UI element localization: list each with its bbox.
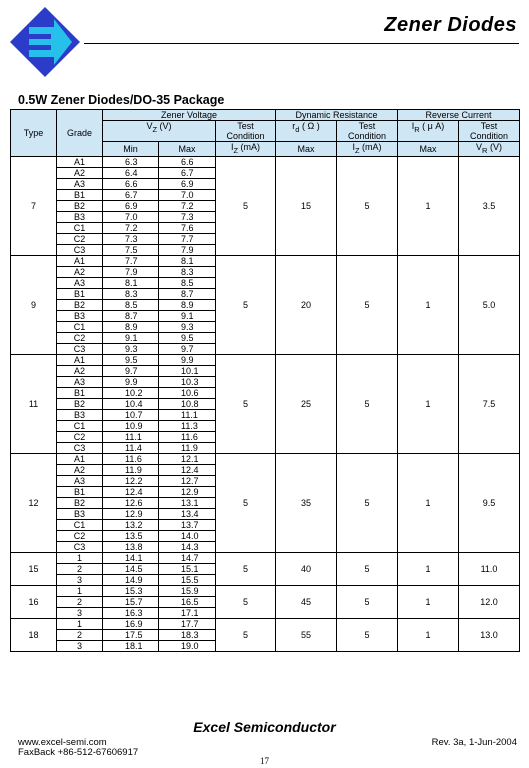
cell-iz-test: 5 xyxy=(216,255,276,354)
col-header-reverse-current: Reverse Current xyxy=(398,110,520,121)
cell-grade: A2 xyxy=(57,464,103,475)
cell-grade: C1 xyxy=(57,222,103,233)
cell-rd-max: 55 xyxy=(276,618,337,651)
cell-iz-test-2: 5 xyxy=(337,255,398,354)
cell-vz-min: 15.3 xyxy=(103,585,159,596)
cell-grade: B2 xyxy=(57,497,103,508)
cell-ir-max: 1 xyxy=(398,156,459,255)
cell-vz-max: 8.5 xyxy=(159,277,216,288)
cell-vr-test: 5.0 xyxy=(459,255,520,354)
footer-fax: FaxBack +86-512-67606917 xyxy=(18,747,139,758)
cell-vz-min: 11.9 xyxy=(103,464,159,475)
cell-grade: C1 xyxy=(57,321,103,332)
cell-vz-max: 15.5 xyxy=(159,574,216,585)
cell-vz-min: 17.5 xyxy=(103,629,159,640)
cell-grade: B2 xyxy=(57,299,103,310)
sub-header-max-rd: Max xyxy=(276,142,337,157)
col-header-type: Type xyxy=(11,110,57,157)
cell-iz-test: 5 xyxy=(216,585,276,618)
cell-grade: C2 xyxy=(57,530,103,541)
sub-header-vr: $V_R$ (V) xyxy=(459,142,520,157)
cell-iz-test: 5 xyxy=(216,453,276,552)
header-title: Zener Diodes xyxy=(384,14,517,36)
cell-vz-min: 9.1 xyxy=(103,332,159,343)
cell-vz-min: 8.1 xyxy=(103,277,159,288)
cell-vz-max: 13.4 xyxy=(159,508,216,519)
cell-vz-min: 11.6 xyxy=(103,453,159,464)
cell-vz-max: 18.3 xyxy=(159,629,216,640)
cell-vz-max: 10.3 xyxy=(159,376,216,387)
cell-rd-max: 35 xyxy=(276,453,337,552)
cell-grade: B1 xyxy=(57,387,103,398)
cell-vz-min: 15.7 xyxy=(103,596,159,607)
cell-vz-min: 14.1 xyxy=(103,552,159,563)
cell-vz-min: 18.1 xyxy=(103,640,159,651)
cell-vz-max: 12.4 xyxy=(159,464,216,475)
cell-type: 9 xyxy=(11,255,57,354)
cell-ir-max: 1 xyxy=(398,453,459,552)
cell-grade: 1 xyxy=(57,618,103,629)
cell-vz-max: 9.7 xyxy=(159,343,216,354)
zener-spec-table xyxy=(10,109,520,652)
cell-grade: B1 xyxy=(57,288,103,299)
cell-iz-test-2: 5 xyxy=(337,156,398,255)
cell-grade: A1 xyxy=(57,255,103,266)
col-header-rd: $r_d$ ( Ω ) xyxy=(276,121,337,142)
table-row xyxy=(11,453,520,464)
company-logo xyxy=(8,5,82,79)
cell-vz-min: 14.9 xyxy=(103,574,159,585)
cell-grade: 3 xyxy=(57,640,103,651)
sub-header-iz-1: $I_Z$ (mA) xyxy=(216,142,276,157)
cell-grade: B3 xyxy=(57,508,103,519)
cell-vz-min: 9.7 xyxy=(103,365,159,376)
sub-header-iz-2: $I_Z$ (mA) xyxy=(337,142,398,157)
header-rule xyxy=(84,43,519,44)
cell-vz-min: 9.9 xyxy=(103,376,159,387)
cell-vz-min: 9.5 xyxy=(103,354,159,365)
cell-vz-min: 6.9 xyxy=(103,200,159,211)
cell-vr-test: 3.5 xyxy=(459,156,520,255)
cell-vz-min: 7.0 xyxy=(103,211,159,222)
cell-type: 16 xyxy=(11,585,57,618)
cell-type: 12 xyxy=(11,453,57,552)
cell-grade: A1 xyxy=(57,453,103,464)
cell-vz-max: 9.1 xyxy=(159,310,216,321)
cell-vz-max: 8.3 xyxy=(159,266,216,277)
table-row xyxy=(11,552,520,563)
cell-grade: A1 xyxy=(57,354,103,365)
cell-vz-max: 11.3 xyxy=(159,420,216,431)
cell-rd-max: 40 xyxy=(276,552,337,585)
footer-revision: Rev. 3a, 1-Jun-2004 xyxy=(431,737,517,748)
cell-type: 18 xyxy=(11,618,57,651)
col-header-grade: Grade xyxy=(57,110,103,157)
cell-vz-min: 12.2 xyxy=(103,475,159,486)
col-header-test-condition-1: Test Condition xyxy=(216,121,276,142)
cell-vz-max: 10.6 xyxy=(159,387,216,398)
cell-grade: 1 xyxy=(57,585,103,596)
cell-vz-max: 16.5 xyxy=(159,596,216,607)
cell-type: 15 xyxy=(11,552,57,585)
page-number: 17 xyxy=(260,756,269,766)
cell-grade: B2 xyxy=(57,398,103,409)
cell-vz-max: 12.7 xyxy=(159,475,216,486)
cell-grade: 2 xyxy=(57,629,103,640)
cell-vr-test: 12.0 xyxy=(459,585,520,618)
cell-vz-max: 19.0 xyxy=(159,640,216,651)
cell-grade: A2 xyxy=(57,167,103,178)
cell-ir-max: 1 xyxy=(398,255,459,354)
cell-vz-max: 7.6 xyxy=(159,222,216,233)
cell-vz-max: 15.9 xyxy=(159,585,216,596)
cell-vz-min: 13.8 xyxy=(103,541,159,552)
cell-vz-min: 8.5 xyxy=(103,299,159,310)
cell-grade: 2 xyxy=(57,563,103,574)
cell-grade: C3 xyxy=(57,343,103,354)
cell-grade: A3 xyxy=(57,277,103,288)
cell-rd-max: 45 xyxy=(276,585,337,618)
cell-iz-test: 5 xyxy=(216,552,276,585)
cell-grade: A3 xyxy=(57,376,103,387)
cell-vz-min: 6.4 xyxy=(103,167,159,178)
col-header-ir: $I_R$ ( μ A) xyxy=(398,121,459,142)
cell-rd-max: 15 xyxy=(276,156,337,255)
cell-grade: 2 xyxy=(57,596,103,607)
cell-vz-min: 10.2 xyxy=(103,387,159,398)
cell-iz-test-2: 5 xyxy=(337,618,398,651)
cell-grade: B3 xyxy=(57,310,103,321)
cell-vz-max: 6.9 xyxy=(159,178,216,189)
cell-vz-max: 8.9 xyxy=(159,299,216,310)
footer-website: www.excel-semi.com xyxy=(18,737,107,748)
cell-grade: A3 xyxy=(57,178,103,189)
cell-rd-max: 20 xyxy=(276,255,337,354)
cell-vz-min: 12.9 xyxy=(103,508,159,519)
cell-vz-min: 9.3 xyxy=(103,343,159,354)
cell-vz-min: 7.5 xyxy=(103,244,159,255)
cell-vz-max: 6.7 xyxy=(159,167,216,178)
cell-vz-max: 14.3 xyxy=(159,541,216,552)
cell-vz-min: 10.4 xyxy=(103,398,159,409)
sub-header-max-ir: Max xyxy=(398,142,459,157)
cell-vz-min: 7.7 xyxy=(103,255,159,266)
table-row xyxy=(11,354,520,365)
footer-company: Excel Semiconductor xyxy=(193,719,336,735)
cell-vz-max: 8.1 xyxy=(159,255,216,266)
table-row xyxy=(11,255,520,266)
cell-iz-test: 5 xyxy=(216,618,276,651)
table-row xyxy=(11,585,520,596)
cell-grade: B2 xyxy=(57,200,103,211)
cell-vz-max: 7.2 xyxy=(159,200,216,211)
cell-vz-max: 11.1 xyxy=(159,409,216,420)
table-row xyxy=(11,156,520,167)
cell-vr-test: 9.5 xyxy=(459,453,520,552)
cell-grade: C3 xyxy=(57,244,103,255)
cell-vz-min: 14.5 xyxy=(103,563,159,574)
cell-iz-test-2: 5 xyxy=(337,453,398,552)
cell-grade: A2 xyxy=(57,266,103,277)
cell-grade: 3 xyxy=(57,607,103,618)
cell-vz-max: 8.7 xyxy=(159,288,216,299)
cell-vz-min: 7.2 xyxy=(103,222,159,233)
sub-header-max: Max xyxy=(159,142,216,157)
cell-vz-max: 11.6 xyxy=(159,431,216,442)
cell-vz-min: 6.3 xyxy=(103,156,159,167)
table-row xyxy=(11,618,520,629)
cell-vz-max: 13.7 xyxy=(159,519,216,530)
cell-grade: A2 xyxy=(57,365,103,376)
cell-vz-min: 10.7 xyxy=(103,409,159,420)
cell-vz-max: 13.1 xyxy=(159,497,216,508)
cell-vz-max: 7.7 xyxy=(159,233,216,244)
col-header-dynamic-resistance: Dynamic Resistance xyxy=(276,110,398,121)
cell-type: 7 xyxy=(11,156,57,255)
cell-grade: 1 xyxy=(57,552,103,563)
col-header-test-condition-3: Test Condition xyxy=(459,121,520,142)
cell-vz-min: 11.1 xyxy=(103,431,159,442)
cell-grade: B3 xyxy=(57,211,103,222)
cell-vz-max: 9.9 xyxy=(159,354,216,365)
cell-vz-max: 12.1 xyxy=(159,453,216,464)
cell-rd-max: 25 xyxy=(276,354,337,453)
cell-ir-max: 1 xyxy=(398,618,459,651)
cell-ir-max: 1 xyxy=(398,354,459,453)
col-header-test-condition-2: Test Condition xyxy=(337,121,398,142)
cell-vz-min: 8.9 xyxy=(103,321,159,332)
cell-iz-test: 5 xyxy=(216,156,276,255)
cell-vz-min: 8.7 xyxy=(103,310,159,321)
cell-grade: C3 xyxy=(57,541,103,552)
col-header-vz: $V_Z$ (V) xyxy=(103,121,216,142)
cell-grade: B1 xyxy=(57,486,103,497)
cell-grade: B3 xyxy=(57,409,103,420)
cell-grade: A1 xyxy=(57,156,103,167)
cell-vz-max: 17.7 xyxy=(159,618,216,629)
cell-vz-min: 16.9 xyxy=(103,618,159,629)
cell-iz-test: 5 xyxy=(216,354,276,453)
cell-vz-max: 10.8 xyxy=(159,398,216,409)
cell-vz-max: 6.6 xyxy=(159,156,216,167)
cell-grade: B1 xyxy=(57,189,103,200)
cell-grade: C2 xyxy=(57,332,103,343)
cell-vz-min: 7.9 xyxy=(103,266,159,277)
cell-grade: C1 xyxy=(57,519,103,530)
cell-iz-test-2: 5 xyxy=(337,585,398,618)
cell-vr-test: 7.5 xyxy=(459,354,520,453)
cell-grade: C1 xyxy=(57,420,103,431)
cell-vz-min: 11.4 xyxy=(103,442,159,453)
cell-vz-max: 17.1 xyxy=(159,607,216,618)
cell-vz-max: 7.3 xyxy=(159,211,216,222)
cell-vz-max: 12.9 xyxy=(159,486,216,497)
cell-vz-min: 16.3 xyxy=(103,607,159,618)
cell-vz-max: 14.7 xyxy=(159,552,216,563)
cell-vz-max: 7.9 xyxy=(159,244,216,255)
cell-vz-min: 12.6 xyxy=(103,497,159,508)
cell-iz-test-2: 5 xyxy=(337,552,398,585)
cell-vz-min: 12.4 xyxy=(103,486,159,497)
table-body xyxy=(11,156,520,651)
cell-grade: 3 xyxy=(57,574,103,585)
col-header-zener-voltage: Zener Voltage xyxy=(103,110,276,121)
cell-vz-max: 14.0 xyxy=(159,530,216,541)
cell-vz-max: 10.1 xyxy=(159,365,216,376)
cell-vz-max: 9.5 xyxy=(159,332,216,343)
cell-vz-min: 6.6 xyxy=(103,178,159,189)
cell-iz-test-2: 5 xyxy=(337,354,398,453)
cell-vz-max: 7.0 xyxy=(159,189,216,200)
cell-ir-max: 1 xyxy=(398,552,459,585)
cell-vz-max: 9.3 xyxy=(159,321,216,332)
cell-vz-min: 8.3 xyxy=(103,288,159,299)
cell-grade: C3 xyxy=(57,442,103,453)
cell-type: 11 xyxy=(11,354,57,453)
cell-vz-min: 13.5 xyxy=(103,530,159,541)
cell-vz-min: 10.9 xyxy=(103,420,159,431)
cell-vr-test: 13.0 xyxy=(459,618,520,651)
sub-header-min: Min xyxy=(103,142,159,157)
cell-grade: C2 xyxy=(57,431,103,442)
cell-ir-max: 1 xyxy=(398,585,459,618)
cell-vz-max: 11.9 xyxy=(159,442,216,453)
cell-vr-test: 11.0 xyxy=(459,552,520,585)
cell-vz-min: 6.7 xyxy=(103,189,159,200)
cell-grade: A3 xyxy=(57,475,103,486)
section-title: 0.5W Zener Diodes/DO-35 Package xyxy=(18,93,225,107)
cell-vz-max: 15.1 xyxy=(159,563,216,574)
cell-grade: C2 xyxy=(57,233,103,244)
cell-vz-min: 13.2 xyxy=(103,519,159,530)
cell-vz-min: 7.3 xyxy=(103,233,159,244)
